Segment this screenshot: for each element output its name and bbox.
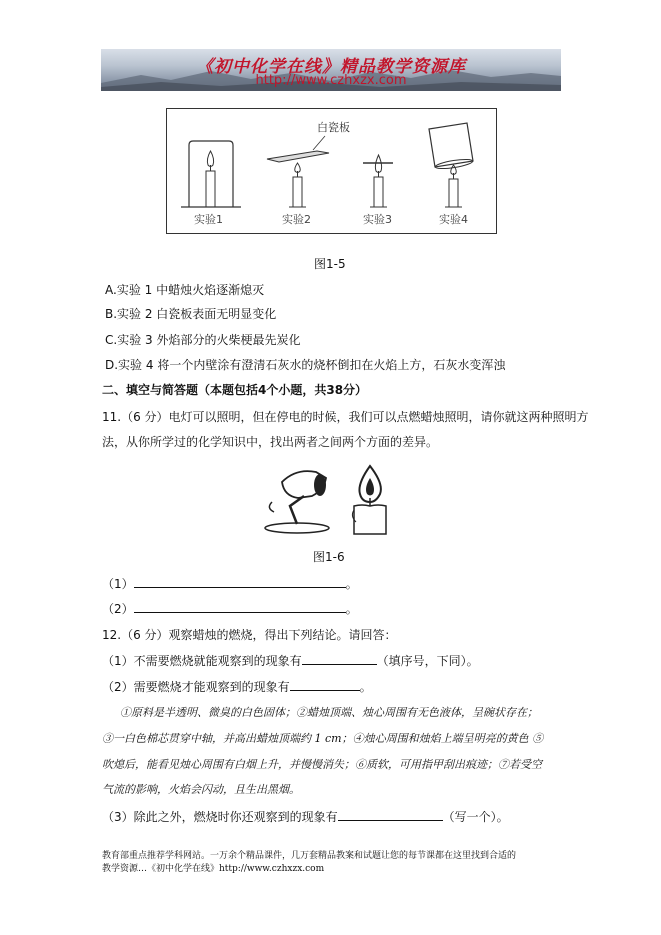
q12-list-3: 吹熄后，能看见烛心周围有白烟上升，并慢慢消失；⑥质软，可用指甲刮出痕迹；⑦若受空 xyxy=(102,758,542,771)
q12-part-3-text: （3）除此之外，燃烧时你还观察到的现象有 xyxy=(102,810,338,824)
option-a: A.实验 1 中蜡烛火焰逐渐熄灭 xyxy=(105,283,265,297)
figure-1-6-caption: 图1-6 xyxy=(313,550,345,564)
experiment-2-plate xyxy=(267,151,329,207)
figure-1-5 xyxy=(166,108,497,234)
q12-blank-1[interactable] xyxy=(302,652,377,665)
q12-blank-3[interactable] xyxy=(338,808,443,821)
option-c: C.实验 3 外焰部分的火柴梗最先炭化 xyxy=(105,333,301,347)
q12-part-1-text: （1）不需要燃烧就能观察到的现象有 xyxy=(102,654,302,668)
exp-label-3: 实验3 xyxy=(363,213,392,226)
section-2-heading: 二、填空与简答题（本题包括4个小题，共38分） xyxy=(102,383,368,397)
candle-experiments-diagram xyxy=(167,109,496,233)
experiment-4-beaker xyxy=(429,123,473,207)
option-d: D.实验 4 将一个内壁涂有澄清石灰水的烧杯倒扣在火焰上方，石灰水变浑浊 xyxy=(105,358,506,372)
experiment-3-match xyxy=(363,155,393,207)
q11-blank-1-end: 。 xyxy=(345,577,358,591)
q12-part-3 xyxy=(102,808,509,825)
exp-label-4: 实验4 xyxy=(439,213,468,226)
figure-1-5-caption: 图1-5 xyxy=(314,257,346,271)
q11-blank-1-label: （1） xyxy=(102,577,134,591)
q11-blank-2-end: 。 xyxy=(345,602,358,616)
q11-answer-2 xyxy=(102,600,358,617)
exp-label-1: 实验1 xyxy=(194,213,223,226)
footer-line-1: 教育部重点推荐学科网站。一万余个精品课件，几万套精品教案和试题让您的每节课都在这里找到合适的 xyxy=(102,851,517,861)
q12-part-3-end: （写一个）。 xyxy=(442,810,509,824)
q11-line-1: 11.（6 分）电灯可以照明，但在停电的时候，我们可以点燃蜡烛照明，请你就这两种照明方 xyxy=(102,410,589,424)
q11-blank-1[interactable] xyxy=(134,575,346,588)
q11-line-2: 法，从你所学过的化学知识中，找出两者之间两个方面的差异。 xyxy=(102,435,439,449)
q12-part-2-text: （2）需要燃烧才能观察到的现象有 xyxy=(102,680,290,694)
footer-line-2[interactable]: 教学资源…《初中化学在线》http://www.czhxzx.com xyxy=(102,864,325,874)
exp-label-2: 实验2 xyxy=(282,213,311,226)
lamp-and-candle-diagram xyxy=(252,462,412,536)
q12-list-4: 气流的影响，火焰会闪动，且生出黑烟。 xyxy=(102,783,300,796)
figure-1-6 xyxy=(252,462,412,536)
footer xyxy=(102,850,562,876)
option-b: B.实验 2 白瓷板表面无明显变化 xyxy=(105,307,277,321)
header-banner xyxy=(101,49,561,91)
experiment-1-jar xyxy=(181,141,241,207)
q11-blank-2-label: （2） xyxy=(102,602,134,616)
lit-candle-icon xyxy=(352,466,386,534)
q11-answer-1 xyxy=(102,575,358,592)
q12-part-1-end: （填序号，下同）。 xyxy=(376,654,479,668)
q12-list-2: ③一白色棉芯贯穿中轴，并高出蜡烛顶端约 1 cm；④烛心周围和烛焰上端呈明亮的黄色 ⑤ xyxy=(102,732,544,745)
desk-lamp-icon xyxy=(265,471,329,533)
q12-list-1: ①原料是半透明、微臭的白色固体；②蜡烛顶端、烛心周围有无色液体，呈碗状存在； xyxy=(120,706,538,719)
banner-url[interactable]: http://www.czhxzx.com xyxy=(255,73,407,88)
q12-part-2-end: 。 xyxy=(359,680,372,694)
q12-part-1 xyxy=(102,652,479,669)
q11-blank-2[interactable] xyxy=(134,600,346,613)
q12-intro: 12.（6 分）观察蜡烛的燃烧，得出下列结论。请回答： xyxy=(102,628,397,642)
q12-blank-2[interactable] xyxy=(290,678,360,691)
banner-title: 《初中化学在线》精品教学资源库 xyxy=(196,57,466,77)
plate-label: 白瓷板 xyxy=(317,121,350,134)
q12-part-2 xyxy=(102,678,372,695)
